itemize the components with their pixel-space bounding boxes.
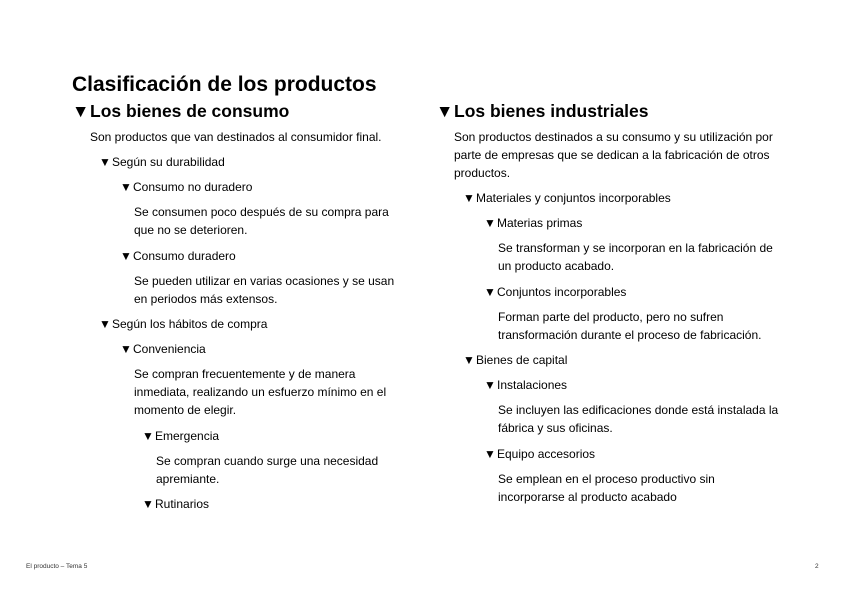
durable-item[interactable]: ▼Consumo duradero	[120, 249, 236, 263]
collapse-triangle-icon[interactable]: ▼	[484, 447, 496, 461]
collapse-triangle-icon[interactable]: ▼	[120, 342, 132, 356]
accessory-equipment-item[interactable]: ▼Equipo accesorios	[484, 447, 596, 461]
incorporable-sets-item[interactable]: ▼Conjuntos incorporables	[484, 285, 627, 299]
industrial-goods-heading[interactable]: ▼Los bienes industriales	[436, 101, 649, 121]
purchase-habits-item[interactable]: ▼Según los hábitos de compra	[99, 317, 268, 331]
industrial-goods-intro: Son productos destinados a su consumo y su utilización por parte de empresas que se dedican a la fabricación de otros productos.	[454, 130, 773, 180]
collapse-triangle-icon[interactable]: ▼	[99, 317, 111, 331]
emergency-desc: Se compran cuando surge una necesidad apremiante.	[156, 454, 379, 486]
non-durable-item[interactable]: ▼Consumo no duradero	[120, 180, 253, 194]
emergency-item[interactable]: ▼Emergencia	[142, 429, 220, 443]
consumer-goods-heading[interactable]: ▼Los bienes de consumo	[72, 101, 290, 121]
consumer-goods-intro: Son productos que van destinados al consumidor final.	[90, 130, 382, 144]
collapse-triangle-icon[interactable]: ▼	[436, 101, 454, 121]
collapse-triangle-icon[interactable]: ▼	[99, 155, 111, 169]
page-title: Clasificación de los productos	[72, 73, 377, 96]
collapse-triangle-icon[interactable]: ▼	[484, 285, 496, 299]
incorporable-sets-desc: Forman parte del producto, pero no sufren transformación durante el proceso de fabricación.	[498, 310, 762, 342]
durability-item[interactable]: ▼Según su durabilidad	[99, 155, 225, 169]
collapse-triangle-icon[interactable]: ▼	[463, 353, 475, 367]
page-number: 2	[815, 563, 819, 570]
installations-item[interactable]: ▼Instalaciones	[484, 378, 568, 392]
consumer-goods-column	[72, 100, 402, 513]
collapse-triangle-icon[interactable]: ▼	[142, 497, 154, 511]
convenience-item[interactable]: ▼Conveniencia	[120, 342, 206, 356]
collapse-triangle-icon[interactable]: ▼	[484, 378, 496, 392]
collapse-triangle-icon[interactable]: ▼	[120, 180, 132, 194]
routine-item[interactable]: ▼Rutinarios	[142, 497, 210, 511]
collapse-triangle-icon[interactable]: ▼	[463, 191, 475, 205]
collapse-triangle-icon[interactable]: ▼	[142, 429, 154, 443]
installations-desc: Se incluyen las edificaciones donde está instalada la fábrica y sus oficinas.	[498, 403, 779, 435]
non-durable-desc: Se consumen poco después de su compra para que no se deterioren.	[134, 205, 389, 237]
collapse-triangle-icon[interactable]: ▼	[120, 249, 132, 263]
industrial-goods-column	[436, 100, 781, 506]
convenience-desc: Se compran frecuentemente y de manera inmediata, realizando un esfuerzo mínimo en el momento de elegir.	[134, 367, 387, 417]
collapse-triangle-icon[interactable]: ▼	[72, 101, 90, 121]
accessory-equipment-desc: Se emplean en el proceso productivo sin incorporarse al producto acabado	[498, 472, 715, 504]
capital-goods-item[interactable]: ▼Bienes de capital	[463, 353, 568, 367]
raw-materials-desc: Se transforman y se incorporan en la fabricación de un producto acabado.	[498, 241, 773, 273]
raw-materials-item[interactable]: ▼Materias primas	[484, 216, 583, 230]
materials-item[interactable]: ▼Materiales y conjuntos incorporables	[463, 191, 671, 205]
collapse-triangle-icon[interactable]: ▼	[484, 216, 496, 230]
durable-desc: Se pueden utilizar en varias ocasiones y se usan en periodos más extensos.	[134, 274, 395, 306]
footer-label: El producto – Tema 5	[26, 563, 88, 570]
